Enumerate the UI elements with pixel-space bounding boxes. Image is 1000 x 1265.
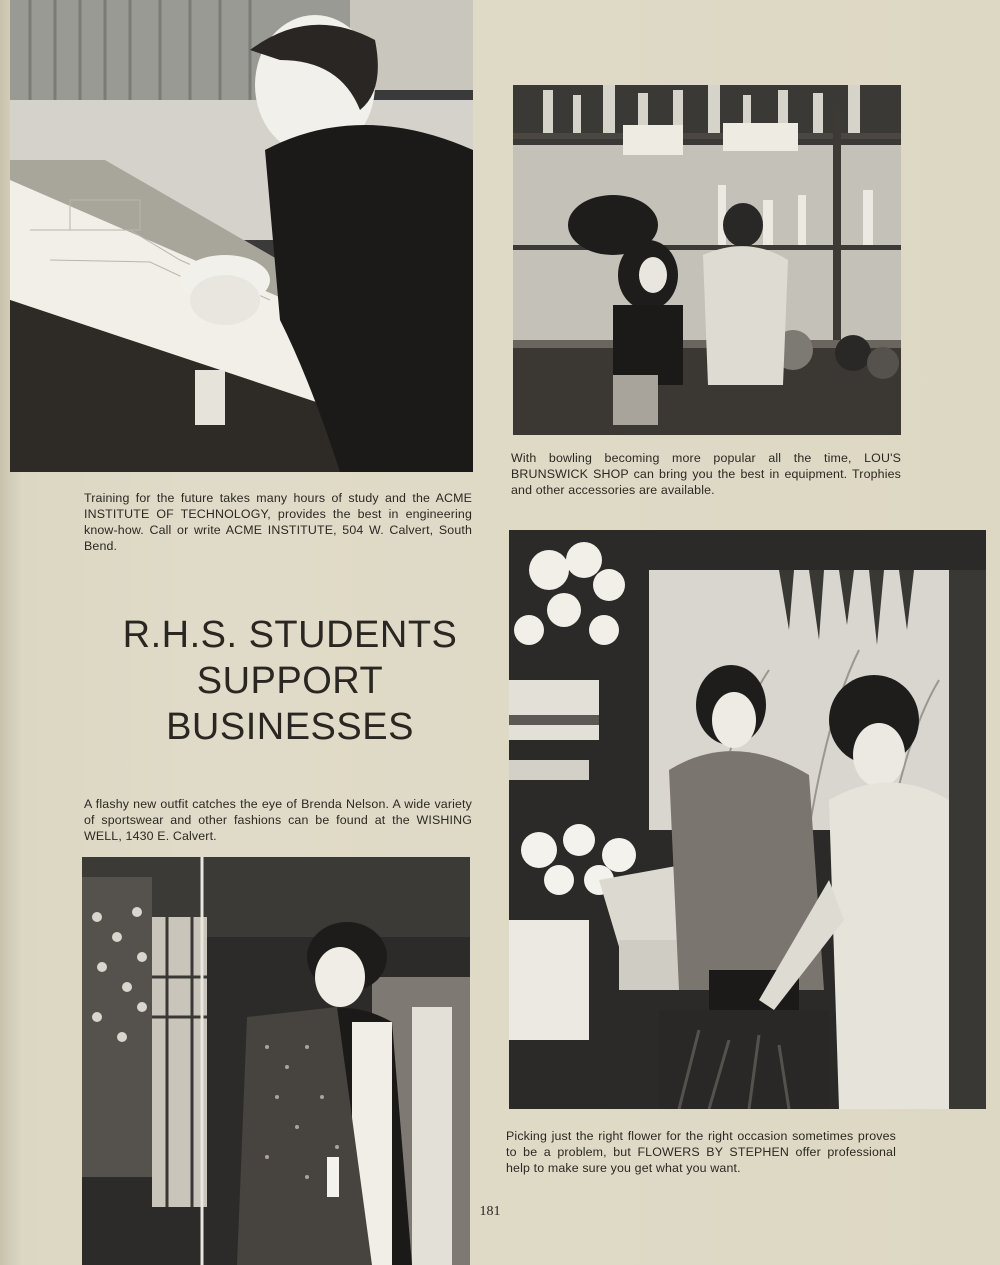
page-headline xyxy=(80,612,500,750)
bowling-caption: With bowling becoming more popular all the time, LOU'S BRUNSWICK SHOP can bring you the best in equipment. Trophies and other accessories are available. xyxy=(511,451,901,497)
headline-line-2: SUPPORT BUSINESSES xyxy=(166,660,414,748)
drafting-student-photo xyxy=(10,0,473,472)
bowling-shop-photo xyxy=(513,85,901,435)
flowers-caption: Picking just the right flower for the right occasion sometimes proves to be a problem, but FLOWERS BY STEPHEN offer professional help to make sure you get what you want. xyxy=(506,1129,896,1175)
clothing-store-photo xyxy=(82,857,470,1265)
flower-shop-photo xyxy=(509,530,986,1109)
headline-line-1: R.H.S. STUDENTS xyxy=(122,614,458,656)
page-number: 181 xyxy=(479,1204,501,1219)
acme-caption: Training for the future takes many hours of study and the ACME INSTITUTE OF TECHNOLOGY, provides the best in engineering know-how. Call or write ACME INSTITUTE, 504 W. Calvert, South Bend. xyxy=(84,491,472,553)
wishing-well-caption: A flashy new outfit catches the eye of Brenda Nelson. A wide variety of sportswear and other fashions can be found at the WISHING WELL, 1430 E. Calvert. xyxy=(84,797,472,843)
